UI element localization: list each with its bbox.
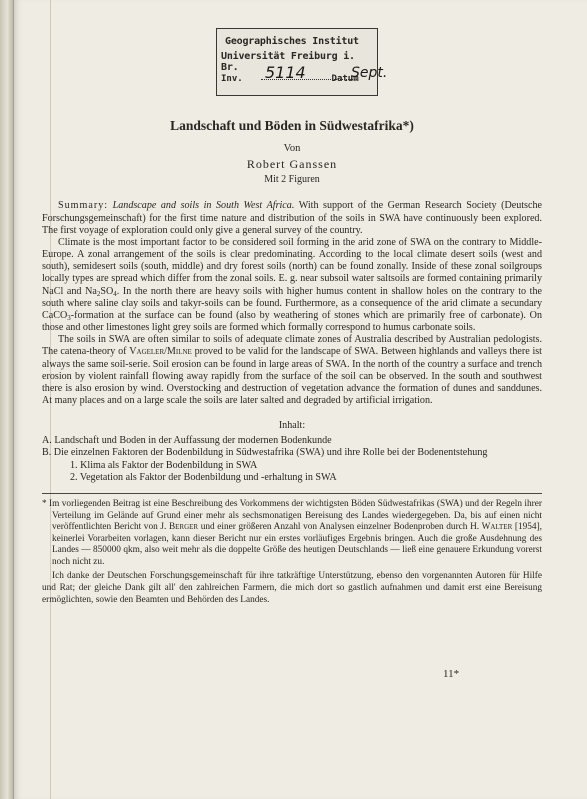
summary-p2-part-c: . In the north there are heavy soils with higher humus content in shallow holes on the contrary to the south where saline clay soils and takyr-soils can be found. Furthermore, as a consequence of the arid climate a secundary CaCO: [42, 285, 542, 321]
summary-paragraph-3: [42, 334, 542, 407]
stamp-university: Universität Freiburg i. Br.: [221, 51, 355, 73]
article-body: [42, 118, 542, 606]
subscript: 4: [113, 289, 117, 298]
summary-paragraph-1: [42, 200, 542, 236]
summary-p3-part-a: The soils in SWA are often similar to soils of adequate climate zones of Australia described by Australian pedologists. The catena-theory of: [42, 334, 542, 358]
page-number: 11*: [443, 668, 460, 680]
summary-p3-part-b: proved to be valid for the landscape of SWA. Between highlands and valleys there ist always the same soil-serie. Soil erosion can be found in large areas of SWA. In the north of the country a surface and trench erosion by violent rainfall flowing away rapidly from the surface of the soil can be observed. In the south and southwest there is also erosion by wind. Overstocking and destruction of vegetation advance the formation of dunes and sanddunes. At many places and on a large scale the soils are later salted and degraded by artificial irrigation.: [42, 346, 542, 406]
stamp-handwritten-month: Sept.: [351, 65, 388, 81]
binding-edge: [0, 0, 14, 799]
stamp-date-label: Datum: [331, 74, 359, 84]
article-title: Landschaft und Böden in Südwestafrika*): [170, 118, 414, 133]
contents-item-b: B. Die einzelnen Faktoren der Bodenbildung in Südwestafrika (SWA) und ihre Rolle bei der Bodenentstehung: [42, 447, 488, 459]
contents-item-a: A. Landschaft und Boden in der Auffassung der modernen Bodenkunde: [42, 435, 332, 447]
article-figures-note: Mit 2 Figuren: [264, 174, 320, 186]
footnote-paragraph-2: Ich danke der Deutschen Forschungsgemeinschaft für ihre tatkräftige Unterstützung, ebenso den vorgenannten Autoren für Hilfe und Rat; der gleiche Dank gilt all' den zahlreichen Farmern, die mich dort so gastlich aufnahmen und damit erst eine Bereisung ermöglichten, sowie den Beamten und Behörden des Landes.: [42, 571, 542, 605]
footnote-paragraph-1: [42, 499, 542, 569]
footnote-author-walter: H. Walter: [470, 522, 513, 533]
summary-paragraph-2: [42, 237, 542, 334]
footnote-p1-part-c: [1954], keinerlei Vorarbeiten vorlagen, kann dieser Bericht nur ein erstes vorläufiges Ergebnis bringen. Auch die große Ausdehnung des Landes — 850000 qkm, also weit mehr als die doppelte Größe des heutigen Deutschlands — ließ eine genauere Erkundung vorerst noch nicht zu.: [52, 522, 542, 567]
summary-p2-part-b: SO: [100, 285, 114, 297]
footnote-divider: [42, 493, 542, 494]
summary-p2-part-d: -formation at the surface can be found (also by weathering of stones which are primarily free of carbonate). On those and other limestones light grey soils are formed which formally correspond to humus carbonate soils.: [42, 309, 542, 334]
footnote: [42, 499, 542, 606]
stamp-handwritten-number: 5114: [265, 63, 306, 82]
footnote-author-berger: J. Berger: [160, 522, 199, 533]
stamp-inv-label: Inv.: [221, 74, 243, 84]
summary-p2-part-a: Climate is the most important factor to be considered soil forming in the arid zone of SWA on the contrary to Middle-Europe. A zonal arrangement of the soils is clear predominating. According to the local climate desert soils (west and south), semidesert soils (south, middle) and dry forest soils (north) can be found zonally. Inside of these zonal soilgroups locally types are spread which differ from the zonal soils. E. g. near subsoil water saltsoils are formed containing primarily NaCl and Na: [42, 236, 542, 297]
subscript: 3: [67, 313, 71, 322]
stamp-institute: Geographisches Institut: [225, 36, 359, 47]
subscript: 2: [96, 289, 101, 298]
summary-label: Summary:: [58, 200, 109, 212]
contents-heading: Inhalt:: [278, 420, 306, 432]
library-stamp: [216, 28, 388, 96]
summary-p3-author-name: Vageler/Milne: [129, 346, 192, 358]
contents-item-b2: 2. Vegetation als Faktor der Bodenbildung und -erhaltung in SWA: [70, 471, 337, 483]
footnote-p1-part-a: * Im vorliegenden Beitrag ist eine Beschreibung des Vorkommens der wichtigsten Böden Südwestafrikas (SWA) und der Regeln ihrer Verteilung im Gelände auf Grund einer mehr als sechsmonatigen Bereisung des Landes wiedergegeben. Da, bis auf einen nicht veröffentlichten Bericht von: [42, 498, 542, 533]
article-author: Robert Ganssen: [246, 157, 338, 172]
contents-item-b1: 1. Klima als Faktor der Bodenbildung in SWA: [70, 459, 258, 471]
article-von: Von: [283, 143, 301, 154]
footnote-p1-part-b: und einer größeren Anzahl von Analysen einzelner Bodenproben durch: [198, 522, 471, 533]
summary-p1-text: With support of the German Research Society (Deutsche Forschungsgemeinschaft) for the first time nature and distribution of the soils in SWA have continuously been explored. The first voyage of exploration could only give a general survey of the country.: [42, 200, 542, 236]
summary-english-title: Landscape and soils in South West Africa.: [112, 200, 295, 212]
